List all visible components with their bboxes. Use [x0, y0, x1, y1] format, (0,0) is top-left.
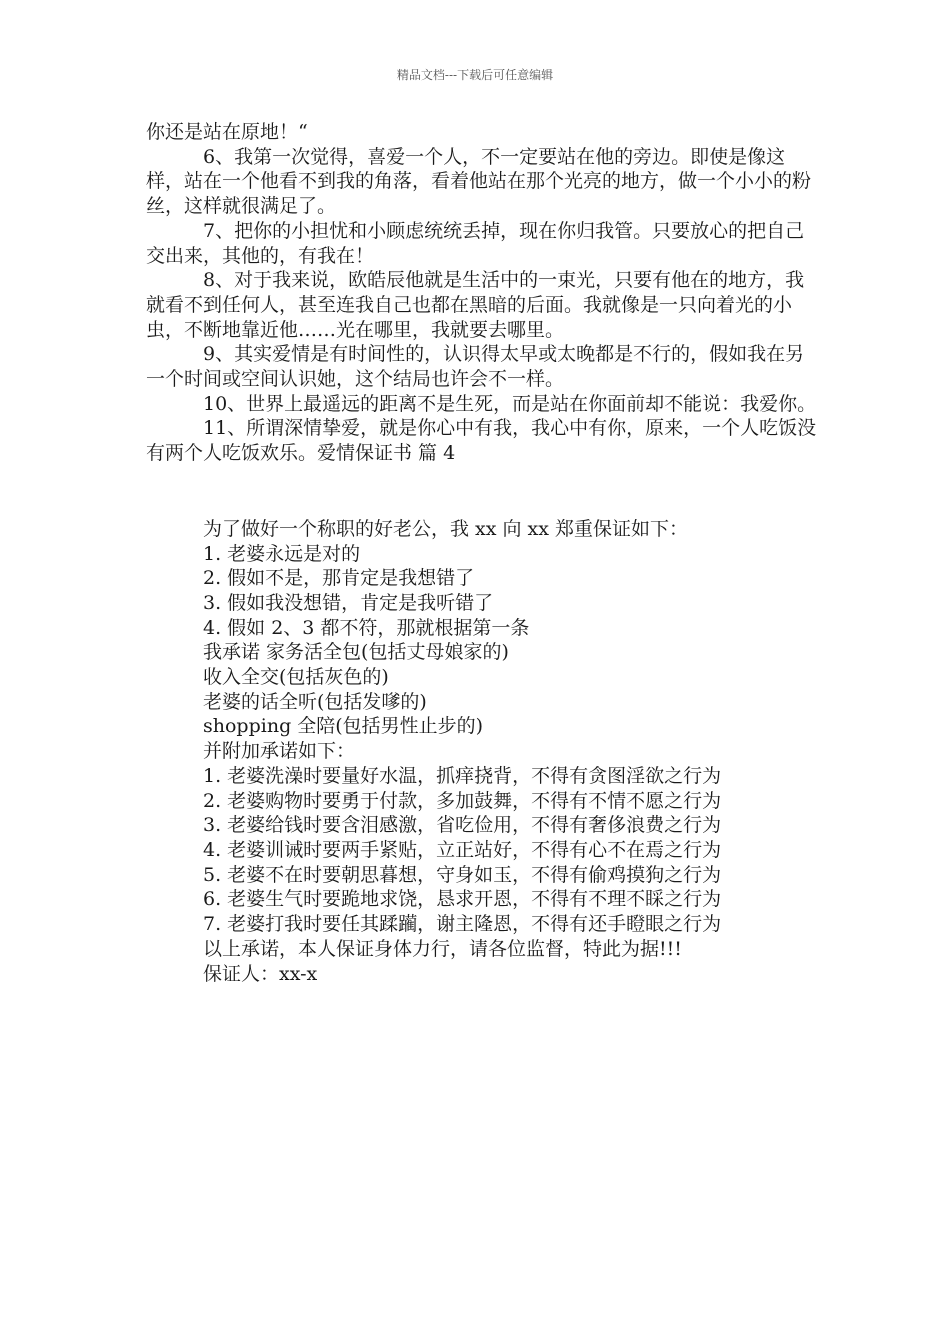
- pledge-section: [146, 517, 818, 986]
- paragraph: 11、所谓深情挚爱，就是你心中有我，我心中有你，原来，一个人吃饭没有两个人吃饭欢乐。爱情保证书 篇 4: [146, 417, 817, 465]
- extra-promise-item: 6. 老婆生气时要跪地求饶，恳求开恩，不得有不理不睬之行为: [203, 888, 722, 911]
- extra-promise-item: 2. 老婆购物时要勇于付款，多加鼓舞，不得有不情不愿之行为: [203, 789, 722, 812]
- page-header: 精品文档---下载后可任意编辑: [396, 68, 554, 82]
- closing-statement: 以上承诺，本人保证身体力行，请各位监督，特此为据!!!: [203, 937, 682, 960]
- extra-promise-item: 1. 老婆洗澡时要量好水温，抓痒挠背，不得有贪图淫欲之行为: [203, 764, 722, 787]
- promise-item: 老婆的话全听(包括发嗲的): [203, 690, 427, 713]
- promise-item: 收入全交(包括灰色的): [203, 666, 389, 689]
- rule-item: 1. 老婆永远是对的: [203, 542, 361, 565]
- paragraph: 你还是站在原地！“: [146, 121, 308, 143]
- promise-item: shopping 全陪(包括男性止步的): [203, 715, 484, 738]
- document-body: [146, 120, 818, 986]
- rule-item: 2. 假如不是，那肯定是我想错了: [203, 567, 475, 590]
- paragraph: 9、其实爱情是有时间性的，认识得太早或太晚都是不行的，假如我在另一个时间或空间认识她，这个结局也许会不一样。: [146, 343, 805, 391]
- signature: 保证人：xx-x: [203, 962, 318, 985]
- pledge-intro: 为了做好一个称职的好老公，我 xx 向 xx 郑重保证如下：: [203, 517, 689, 540]
- rule-item: 3. 假如我没想错，肯定是我听错了: [203, 591, 494, 614]
- paragraph: 6、我第一次觉得，喜爱一个人，不一定要站在他的旁边。即使是像这样，站在一个他看不到我的角落，看着他站在那个光亮的地方，做一个小小的粉丝，这样就很满足了。: [146, 145, 812, 218]
- extra-promise-item: 4. 老婆训诫时要两手紧贴，立正站好，不得有心不在焉之行为: [203, 838, 722, 861]
- extra-promise-item: 3. 老婆给钱时要含泪感激，省吃俭用，不得有奢侈浪费之行为: [203, 814, 722, 837]
- paragraph: 7、把你的小担忧和小顾虑统统丢掉，现在你归我管。只要放心的把自己交出来，其他的，有我在！: [146, 219, 805, 267]
- promise-item: 并附加承诺如下：: [203, 740, 356, 763]
- paragraph: 8、对于我来说，欧皓辰他就是生活中的一束光，只要有他在的地方，我就看不到任何人，甚至连我自己也都在黑暗的后面。我就像是一只向着光的小虫，不断地靠近他……光在哪里，我就要去哪里。: [146, 269, 805, 341]
- rule-item: 4. 假如 2、3 都不符，那就根据第一条: [203, 616, 530, 639]
- promise-item: 我承诺 家务活全包(包括丈母娘家的): [203, 641, 509, 664]
- extra-promise-item: 5. 老婆不在时要朝思暮想，守身如玉，不得有偷鸡摸狗之行为: [203, 863, 722, 886]
- extra-promise-item: 7. 老婆打我时要任其蹂躏，谢主隆恩，不得有还手瞪眼之行为: [203, 913, 722, 936]
- paragraph: 10、世界上最遥远的距离不是生死，而是站在你面前却不能说：我爱你。: [203, 392, 817, 415]
